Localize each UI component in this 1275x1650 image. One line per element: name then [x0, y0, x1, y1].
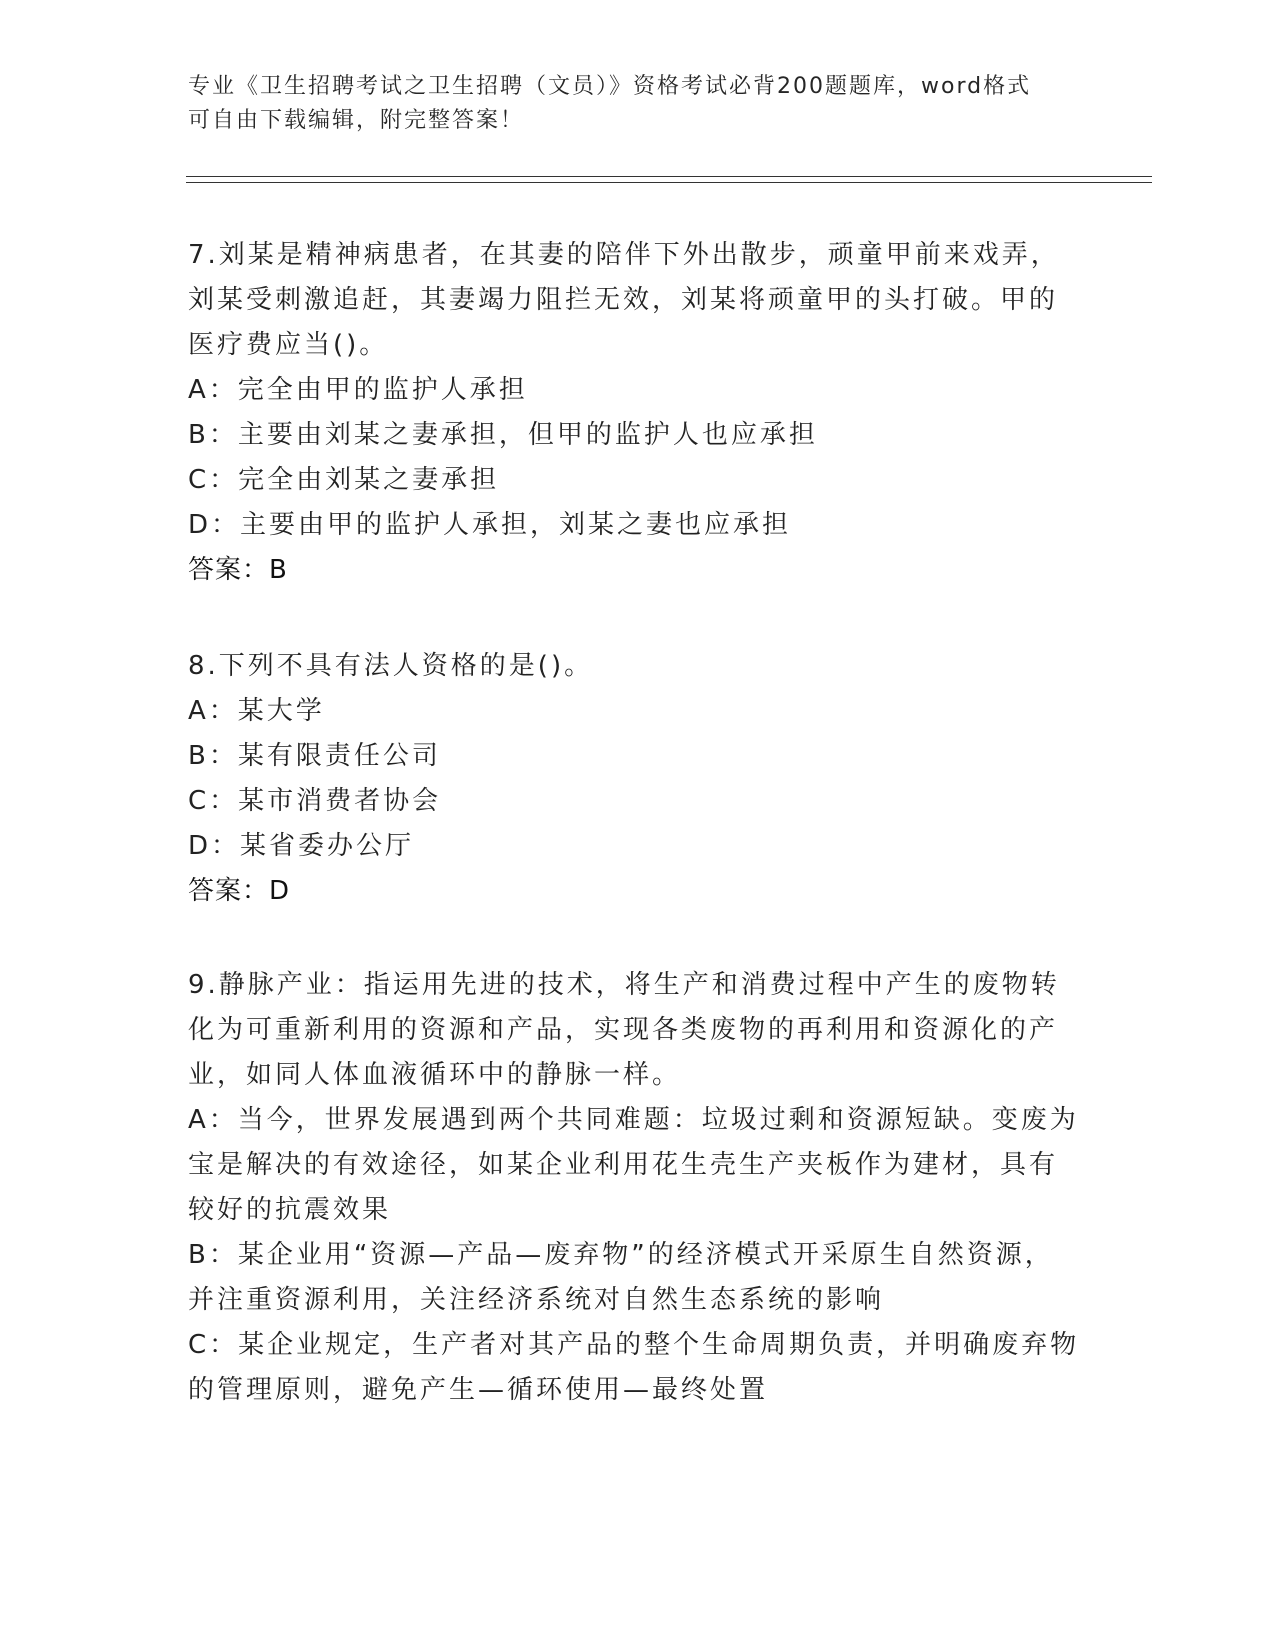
option-b: B：主要由刘某之妻承担，但甲的监护人也应承担 [188, 420, 818, 450]
option-c: C：完全由刘某之妻承担 [188, 465, 500, 495]
question-stem-line: 业，如同人体血液循环中的静脉一样。 [188, 1060, 682, 1090]
option-d: D：某省委办公厅 [188, 831, 415, 861]
question-7 [188, 233, 1088, 593]
answer-label: 答案：D [188, 876, 291, 906]
option-c: C：某企业规定，生产者对其产品的整个生命周期负责，并明确废弃物 [188, 1330, 1080, 1360]
question-8 [188, 644, 1088, 914]
option-c: 的管理原则，避免产生—循环使用—最终处置 [188, 1375, 769, 1405]
option-d: D：主要由甲的监护人承担，刘某之妻也应承担 [188, 510, 792, 540]
header-divider [186, 182, 1152, 183]
question-stem-line: 9.静脉产业：指运用先进的技术，将生产和消费过程中产生的废物转 [188, 970, 1060, 1000]
option-a: 宝是解决的有效途径，如某企业利用花生壳生产夹板作为建材，具有 [188, 1150, 1059, 1180]
question-9 [188, 963, 1088, 1413]
option-a: A：某大学 [188, 696, 325, 726]
option-b: B：某有限责任公司 [188, 741, 441, 771]
question-stem-line: 7.刘某是精神病患者，在其妻的陪伴下外出散步，顽童甲前来戏弄， [188, 240, 1060, 270]
question-stem-line: 8.下列不具有法人资格的是()。 [188, 651, 594, 681]
question-stem-line: 化为可重新利用的资源和产品，实现各类废物的再利用和资源化的产 [188, 1015, 1059, 1045]
answer-label: 答案：B [188, 555, 288, 585]
document-header [188, 70, 1088, 138]
option-b: B：某企业用“资源—产品—废弃物”的经济模式开采原生自然资源， [188, 1240, 1054, 1270]
option-a: A：完全由甲的监护人承担 [188, 375, 528, 405]
option-a: A：当今，世界发展遇到两个共同难题：垃圾过剩和资源短缺。变废为 [188, 1105, 1079, 1135]
header-divider [186, 176, 1152, 177]
option-b: 并注重资源利用，关注经济系统对自然生态系统的影响 [188, 1285, 885, 1315]
option-c: C：某市消费者协会 [188, 786, 442, 816]
header-line: 专业《卫生招聘考试之卫生招聘（文员）》资格考试必背200题题库，word格式 [188, 74, 1032, 99]
question-stem-line: 刘某受刺激追赶，其妻竭力阻拦无效，刘某将顽童甲的头打破。甲的 [188, 285, 1059, 315]
question-stem-line: 医疗费应当()。 [188, 330, 389, 360]
option-a: 较好的抗震效果 [188, 1195, 392, 1225]
header-line: 可自由下载编辑，附完整答案！ [188, 108, 525, 133]
